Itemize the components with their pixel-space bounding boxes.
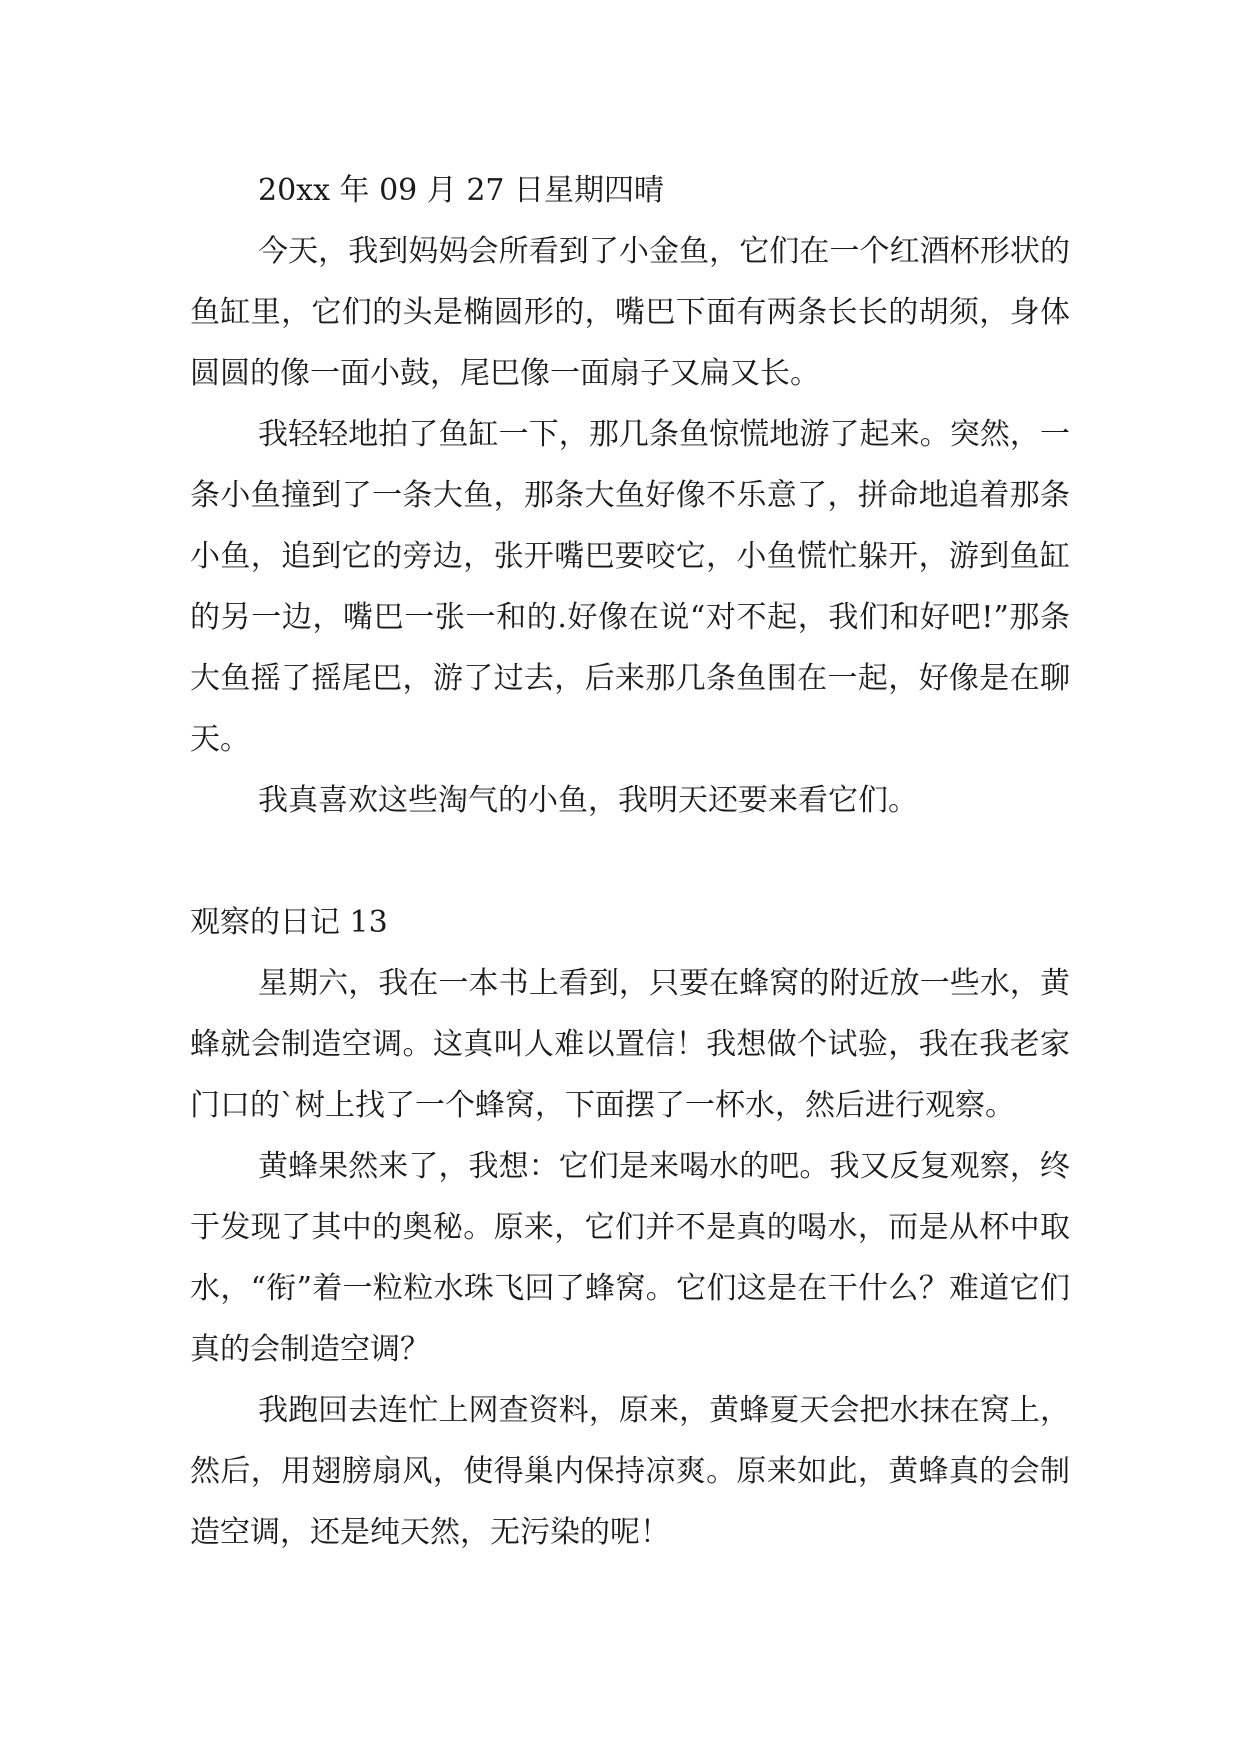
entry1-paragraph-2: 我轻轻地拍了鱼缸一下，那几条鱼惊慌地游了起来。突然，一条小鱼撞到了一条大鱼，那条大鱼好像不乐意了，拼命地追着那条小鱼，追到它的旁边，张开嘴巴要咬它，小鱼慌忙躲开，游到鱼缸的另一边，嘴巴一张一和的.好像在说“对不起，我们和好吧!”那条大鱼摇了摇尾巴，游了过去，后来那几条鱼围在一起，好像是在聊天。	[190, 417, 1070, 757]
entry2-paragraph-1: 星期六，我在一本书上看到，只要在蜂窝的附近放一些水，黄蜂就会制造空调。这真叫人难以置信！我想做个试验，我在我老家门口的`树上找了一个蜂窝，下面摆了一杯水，然后进行观察。	[190, 966, 1070, 1123]
entry1-paragraph-1: 今天，我到妈妈会所看到了小金鱼，它们在一个红酒杯形状的鱼缸里，它们的头是椭圆形的，嘴巴下面有两条长长的胡须，身体圆圆的像一面小鼓，尾巴像一面扇子又扁又长。	[190, 234, 1070, 391]
entry2-paragraph-2: 黄蜂果然来了，我想：它们是来喝水的吧。我又反复观察，终于发现了其中的奥秘。原来，它们并不是真的喝水，而是从杯中取水，“衔”着一粒粒水珠飞回了蜂窝。它们这是在干什么？难道它们真的会制造空调？	[190, 1149, 1070, 1367]
entry1-paragraph-3: 我真喜欢这些淘气的小鱼，我明天还要来看它们。	[258, 783, 918, 818]
document-body	[190, 160, 1070, 1563]
entry2-paragraph-3: 我跑回去连忙上网查资料，原来，黄蜂夏天会把水抹在窝上，然后，用翅膀扇风，使得巢内保持凉爽。原来如此，黄蜂真的会制造空调，还是纯天然，无污染的呢！	[190, 1393, 1070, 1550]
section-title: 观察的日记 13	[190, 905, 388, 940]
entry-date-line: 20xx 年 09 月 27 日星期四晴	[258, 173, 665, 208]
